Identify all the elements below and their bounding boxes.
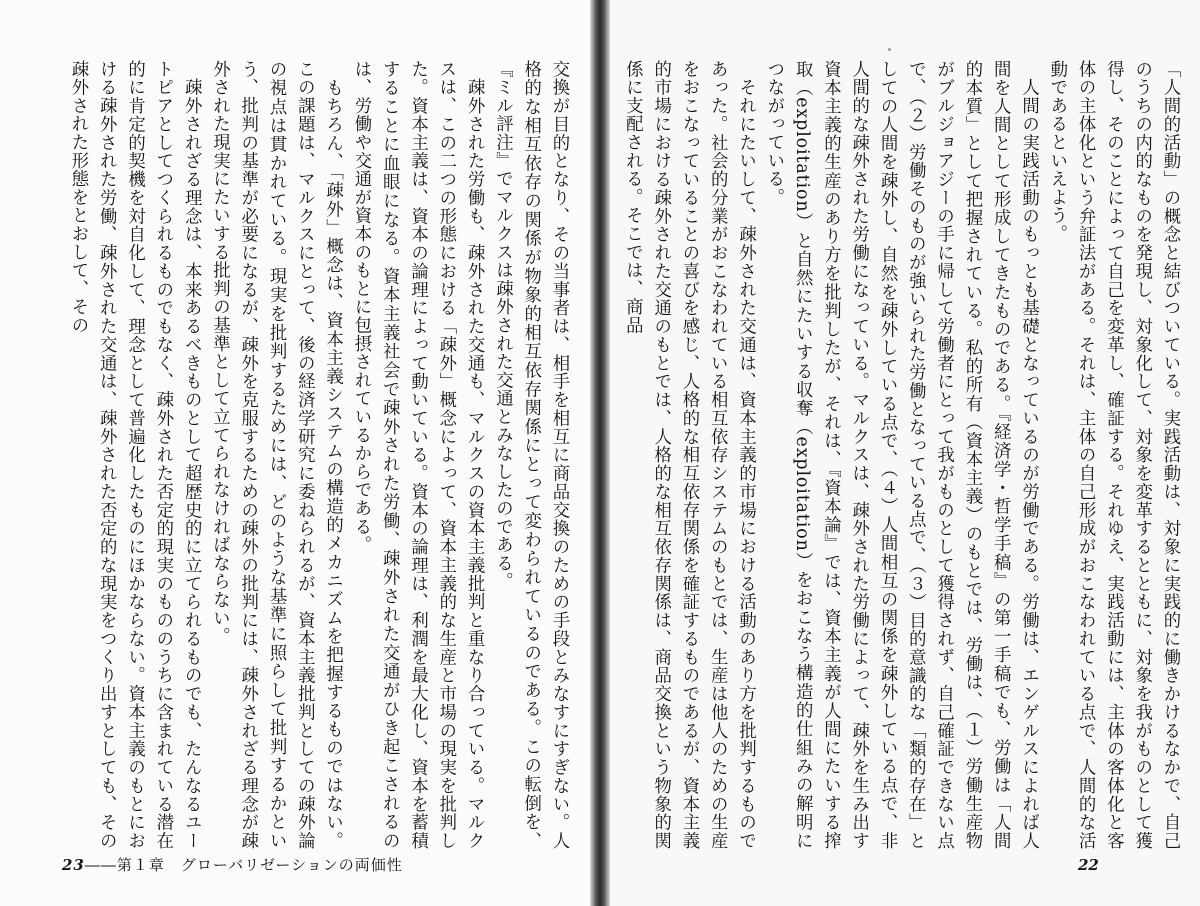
- left-page-body-text: 交換が目的となり、その当事者は、相手を相互に商品交換のための手段とみなすにすぎない。人格的な相互依存の関係が物象的相互依存関係にとって変わられているのである。この転倒を、『ミル評注』でマルクスは疎外された交通とみなしたのである。 疎外された労働も、疎外された交通も、マルクスの資本主義批判と重なり合っている。マルクスは、この二つの形態における「疎外」概念によって、資本主義的な生産と市場の現実を批判した。資本主義は、資本の論理によって動いている。資本の論理は、利潤を最大化し、資本を蓄積することに血眼になる。資本主義社会で疎外された労働、疎外された交通がひき起こされるのは、労働や交通が資本のもとに包摂されているからである。 もちろん、「疎外」概念は、資本主義システムの構造的メカニズムを把握するものではない。この課題は、マルクスにとって、後の経済学研究に委ねられるが、資本主義批判としての疎外論の視点は貫かれている。現実を批判するためには、どのような基準に照らして批判するかという、批判の基準が必要になるが、疎外を克服するための疎外の批判には、疎外されざる理念が疎外された現実にたいする批判の基準として立てられなければならない。 疎外されざる理念は、本来あるべきものとして超歴史的に立てられるものでも、たんなるユートピアとしてつくられるものでもなく、疎外された否定的現実のもののうちに含まれている潜在的に肯定的契機を対自化して、理念として普遍化したものにほかならない。資本主義のもとにおける疎外された労働、疎外された交通は、疎外された否定的な現実をつくり出すとしても、その疎外された形態をとおして、その: [67, 60, 569, 850]
- right-page: [610, 0, 1200, 906]
- right-page-body-text: 「人間的活動」の概念と結びついている。実践活動は、対象に実践的に働きかけるなかで、自己のうちの内的なものを発現し、対象化して、対象を変革するとともに、対象を我がものとして獲得し、そのことによって自己を変革し、確証する。それゆえ、実践活動には、主体の客体化と客体の主体化という弁証法がある。それは、主体の自己形成がおこなわれている点で、人間的な活動であるといえよう。 人間の実践活動のもっとも基礎となっているのが労働である。労働は、エンゲルスによれば人間を人間として形成してきたものである。『経済学・哲学手稿』の第一手稿でも、労働は「人間的本質」として把握されている。私的所有（資本主義）のもとでは、労働は、（１）労働生産物がブルジョアジーの手に帰して労働者にとって我がものとして獲得されず、自己確証できない点で、（２）労働そのものが強いられた労働となっている点で、（３）目的意識的な「類的存在」としての人間を疎外し、自然を疎外している点で、（４）人間相互の関係を疎外している点で、非人間的な疎外された労働になっている。マルクスは、疎外された労働によって、疎外を生み出す資本主義的生産のあり方を批判したが、それは、『資本論』では、資本主義が人間にたいする搾取（exploitation）と自然にたいする収奪（exploitation）をおこなう構造的仕組みの解明につながっている。 それにたいして、疎外された交通は、資本主義的市場における活動のあり方を批判するものであった。社会的分業がおこなわれている相互依存システムのもとでは、生産は他人のための生産をおこなっていることの喜びを感じ、人格的な相互依存関係を確証するものであるが、資本主義的市場における疎外された交通のもとでは、人格的な相互依存関係は、商品交換という物象的関係に支配される。そこでは、商品: [622, 60, 1180, 850]
- chapter-title: ――第１章 グローバリゼーションの両価性: [84, 856, 403, 874]
- right-page-number: 22: [1078, 856, 1099, 874]
- left-page: [0, 0, 590, 906]
- running-head: [62, 854, 403, 875]
- left-page-number: 23: [62, 856, 85, 874]
- scan-speck: [888, 48, 891, 51]
- book-gutter: [590, 0, 610, 906]
